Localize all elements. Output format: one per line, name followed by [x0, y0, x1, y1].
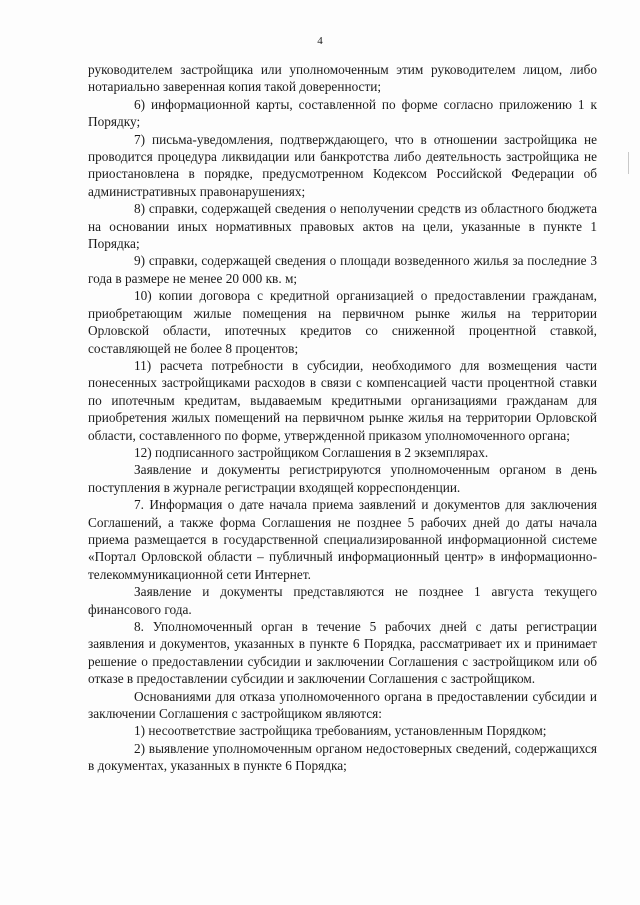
- paragraph-item-12: 12) подписанного застройщиком Соглашения в 2 экземплярах.: [134, 444, 489, 460]
- paragraph-item-6: 6) информационной карты, составленной по форме согласно приложению 1 к Порядку;: [88, 96, 597, 130]
- paragraph-deadline: Заявление и документы представляются не позднее 1 августа текущего финансового года.: [88, 584, 597, 617]
- paragraph-item-7: 7) письма-уведомления, подтверждающего, что в отношении застройщика не проводится процедура ликвидации или банкротства либо деятельность застройщика не приостановлена в порядке, предусмотренном Кодексом Российской Федерации об административных правонарушениях;: [88, 131, 597, 199]
- paragraph-item-10: 10) копии договора с кредитной организацией о предоставлении гражданам, приобретающим жилые помещения на первичном рынке жилья на территории Орловской области, ипотечных кредитов со сниженной процентной ставкой, составляющей не более 8 процентов;: [88, 288, 597, 356]
- paragraph-refusal-grounds: Основаниями для отказа уполномоченного органа в предоставлении субсидии и заключении Соглашения с застройщиком являются:: [88, 688, 597, 722]
- paragraph-item-11: 11) расчета потребности в субсидии, необходимого для возмещения части понесенных застройщиками расходов в связи с компенсацией части процентной ставки по ипотечным кредитам, выдаваемым кредитными организациями гражданам для приобретения жилых помещений на первичном рынке жилья на территории Орловской области, составленного по форме, утвержденной приказом уполномоченного органа;: [88, 357, 597, 443]
- page-number: 4: [317, 35, 323, 47]
- document-text: [88, 61, 597, 775]
- scan-artifact-line: [628, 152, 629, 174]
- paragraph-continuation: руководителем застройщика или уполномоченным этим руководителем лицом, либо нотариально заверенная копия такой доверенности;: [88, 62, 597, 95]
- paragraph-ground-2: 2) выявление уполномоченным органом недостоверных сведений, содержащихся в документах, указанных в пункте 6 Порядка;: [88, 740, 597, 774]
- paragraph-registration: Заявление и документы регистрируются уполномоченным органом в день поступления в журнале регистрации входящей корреспонденции.: [88, 462, 597, 495]
- paragraph-section-7: 7. Информация о дате начала приема заявлений и документов для заключения Соглашений, а также форма Соглашения не позднее 5 рабочих дней до даты начала приема размещается в государственной специализированной информационной системе «Портал Орловской области – публичный информационный центр» в информационно-телекоммуникационной сети Интернет.: [88, 497, 597, 582]
- paragraph-ground-1: 1) несоответствие застройщика требованиям, установленным Порядком;: [134, 723, 547, 739]
- paragraph-item-8: 8) справки, содержащей сведения о неполучении средств из областного бюджета на основании иных нормативных правовых актов на цели, указанные в пункте 1 Порядка;: [88, 201, 597, 252]
- paragraph-section-8: 8. Уполномоченный орган в течение 5 рабочих дней с даты регистрации заявления и документов, указанных в пункте 6 Порядка, рассматривает их и принимает решение о предоставлении субсидии и заключении Соглашения с застройщиком или об отказе в предоставлении субсидии и заключении Соглашения с застройщиком.: [88, 619, 597, 687]
- paragraph-item-9: 9) справки, содержащей сведения о площади возведенного жилья за последние 3 года в размере не менее 20 000 кв. м;: [88, 253, 597, 286]
